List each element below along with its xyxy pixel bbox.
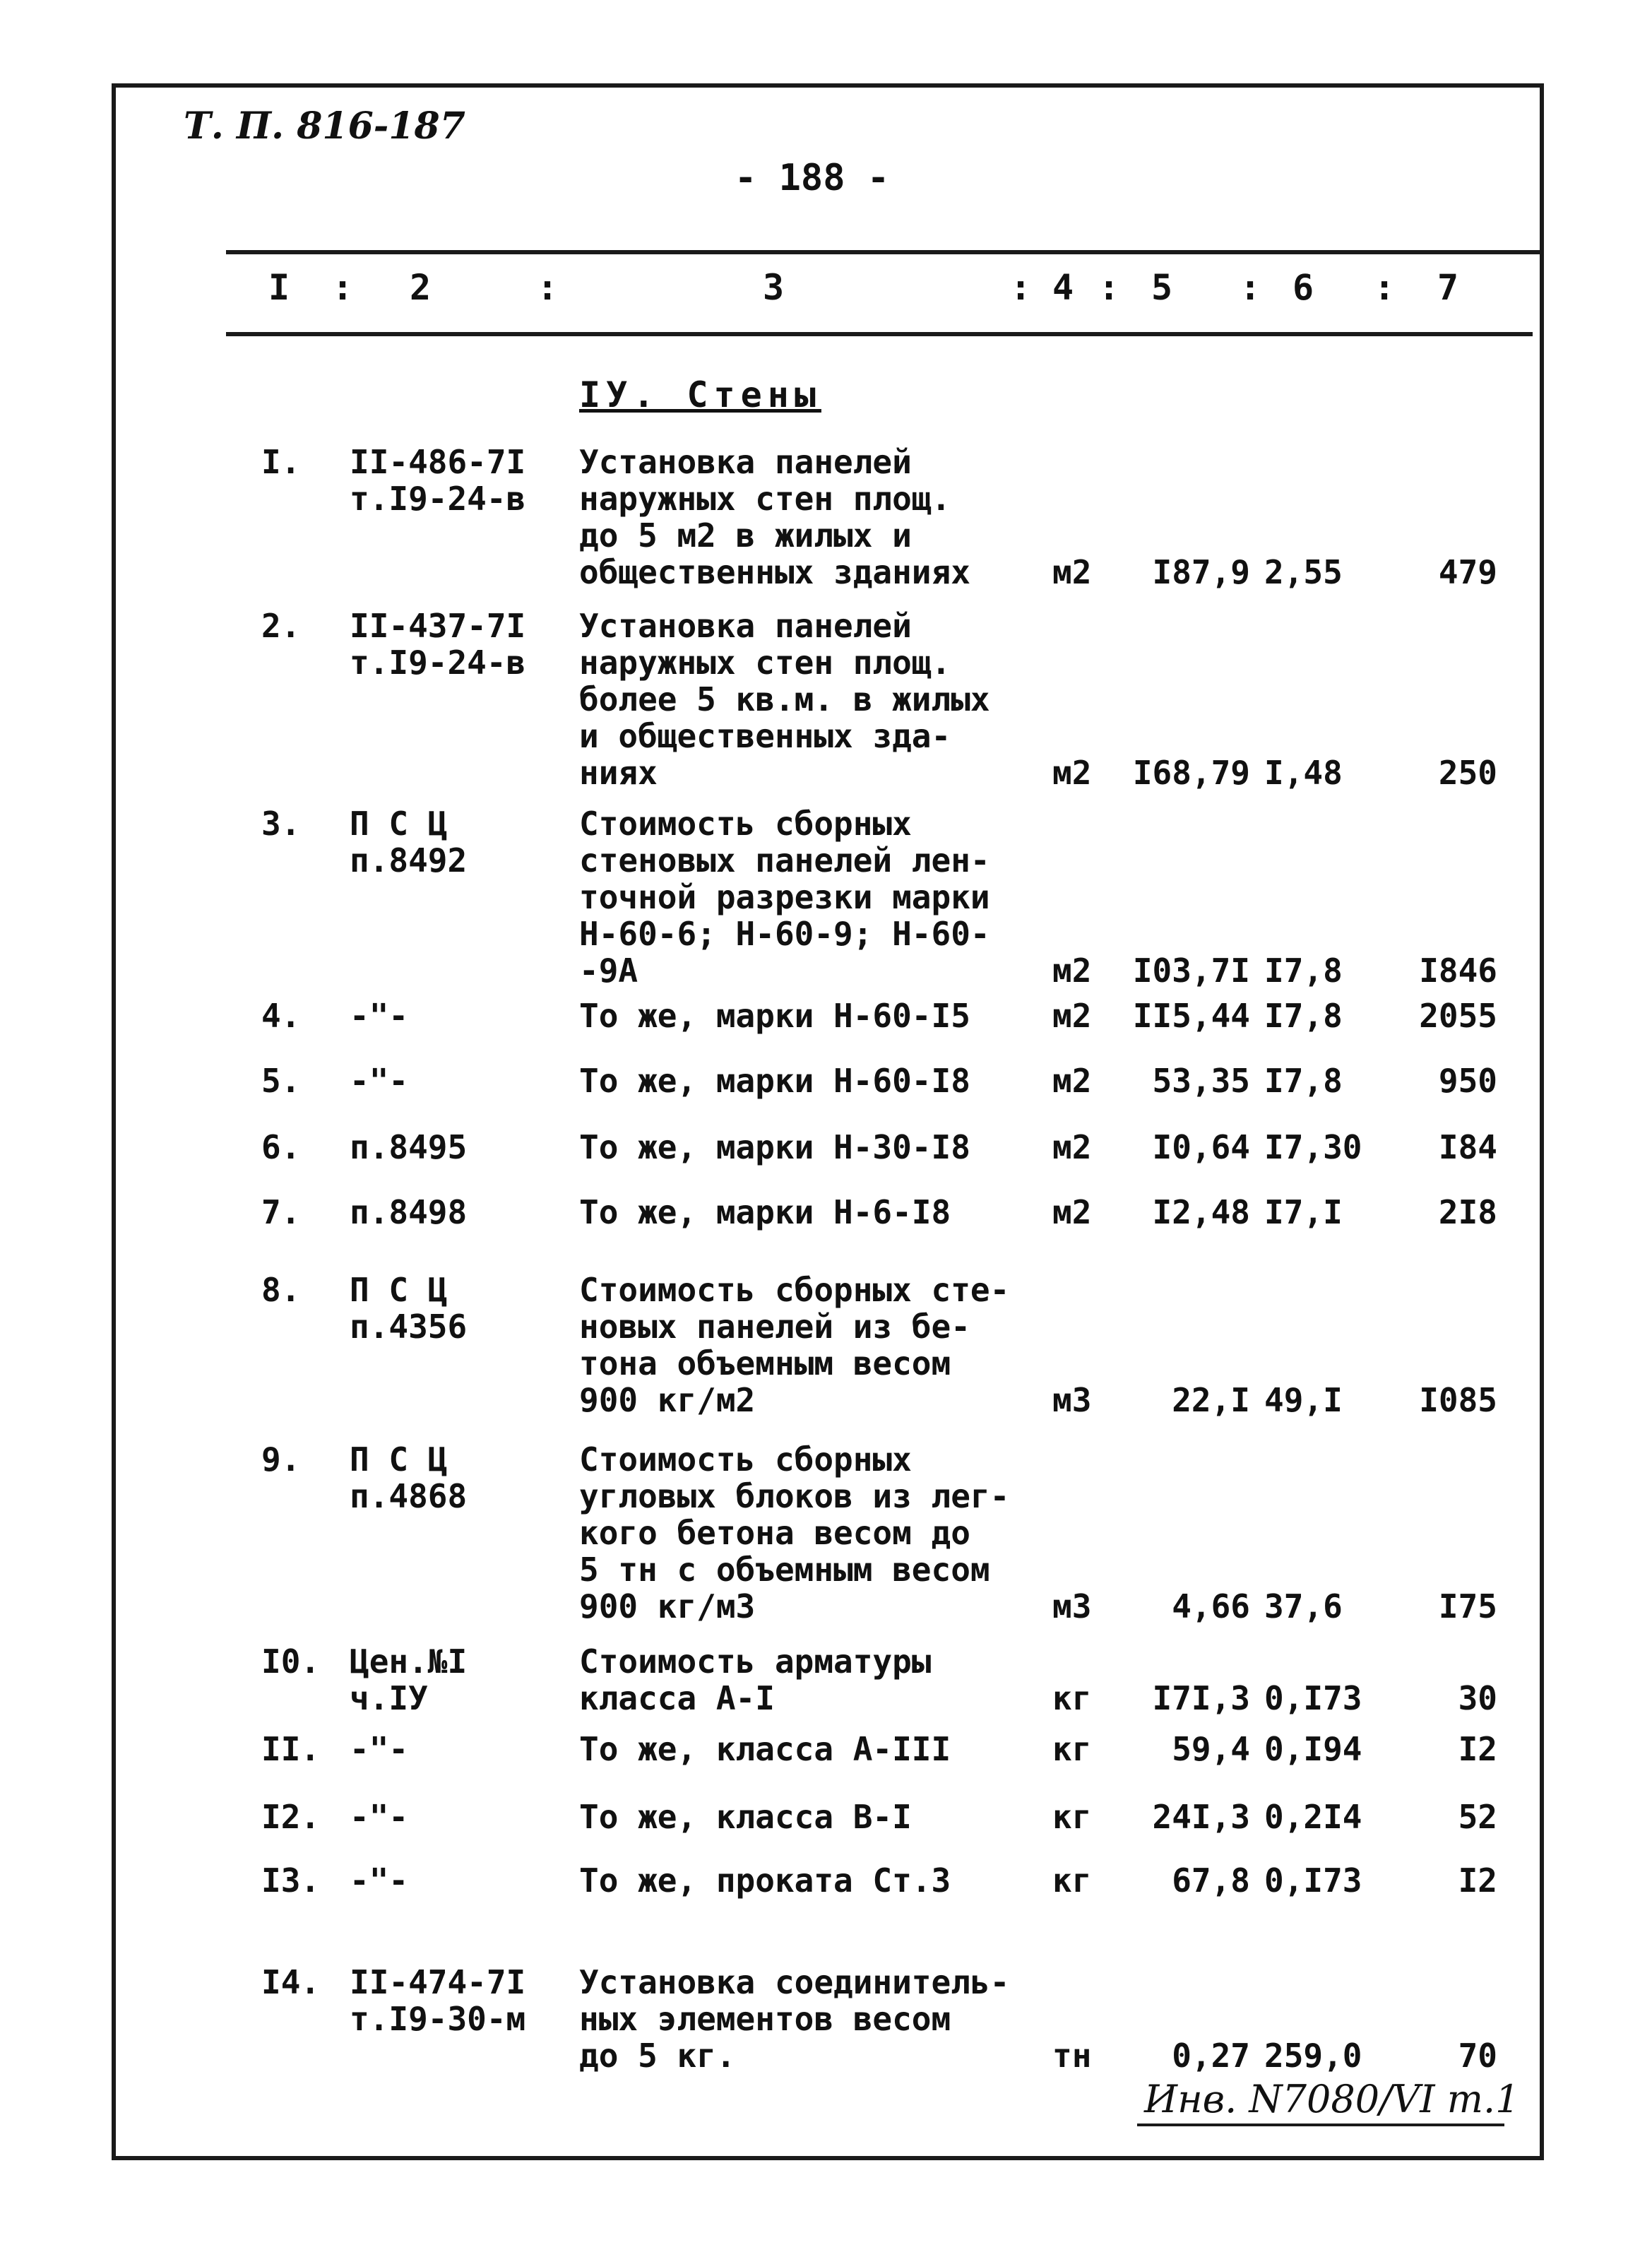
work-description: То же, класса А-III	[579, 1730, 951, 1768]
row-number: II.	[261, 1730, 321, 1768]
unit-of-measure: м3	[1052, 1587, 1092, 1625]
unit-price: 259,0	[1264, 2037, 1362, 2075]
unit-price: I7,30	[1264, 1128, 1362, 1166]
work-description: То же, марки Н-30-I8	[579, 1128, 970, 1166]
total-cost: I085	[1419, 1381, 1497, 1419]
header-bottom-rule	[226, 332, 1533, 336]
norm-reference: п.8498	[350, 1193, 468, 1231]
unit-price: I7,8	[1264, 1062, 1343, 1100]
row-number: I.	[261, 443, 301, 481]
column-separator: :	[1010, 267, 1032, 308]
column-header-5: 5	[1151, 267, 1173, 308]
quantity: 53,35	[1152, 1062, 1250, 1100]
total-cost: I84	[1438, 1128, 1497, 1166]
row-number: 2.	[261, 607, 301, 645]
row-number: 8.	[261, 1271, 301, 1309]
unit-of-measure: м3	[1052, 1381, 1092, 1419]
total-cost: 2055	[1419, 997, 1497, 1035]
column-header-3: 3	[763, 267, 785, 308]
section-title: IУ. Стены	[579, 374, 821, 415]
inventory-number: Инв. N7080/VI т.1	[1144, 2077, 1520, 2121]
row-number: I3.	[261, 1861, 321, 1900]
row-number: I2.	[261, 1798, 321, 1836]
unit-of-measure: м2	[1052, 754, 1092, 792]
page-number: - 188 -	[735, 157, 890, 199]
norm-reference: II-437-7I т.I9-24-в	[350, 607, 526, 682]
work-description: Установка соединитель- ных элементов весом до 5 кг.	[579, 1963, 1010, 2075]
quantity: 67,8	[1172, 1861, 1250, 1900]
document-reference: Т. П. 816-187	[184, 105, 465, 148]
norm-reference: П С Ц п.4356	[350, 1271, 468, 1346]
unit-of-measure: м2	[1052, 553, 1092, 591]
quantity: I7I,3	[1152, 1679, 1250, 1717]
column-header-1: I	[268, 267, 290, 308]
unit-price: 0,I94	[1264, 1730, 1362, 1768]
work-description: То же, класса В-I	[579, 1798, 912, 1836]
quantity: I0,64	[1152, 1128, 1250, 1166]
row-number: 7.	[261, 1193, 301, 1231]
total-cost: 479	[1438, 553, 1497, 591]
column-separator: :	[1374, 267, 1396, 308]
unit-price: 0,2I4	[1264, 1798, 1362, 1836]
total-cost: I846	[1419, 952, 1497, 990]
unit-price: I7,8	[1264, 997, 1343, 1035]
norm-reference: Цен.№I ч.IУ	[350, 1642, 468, 1717]
total-cost: 30	[1458, 1679, 1497, 1717]
total-cost: 250	[1438, 754, 1497, 792]
quantity: 4,66	[1172, 1587, 1250, 1625]
row-number: 9.	[261, 1440, 301, 1479]
header-top-rule	[226, 250, 1544, 254]
work-description: То же, марки Н-6-I8	[579, 1193, 951, 1231]
norm-reference: -"-	[350, 1798, 409, 1836]
column-header-7: 7	[1437, 267, 1459, 308]
total-cost: I75	[1438, 1587, 1497, 1625]
unit-price: 2,55	[1264, 553, 1343, 591]
quantity: I68,79	[1132, 754, 1250, 792]
work-description: То же, марки Н-60-I8	[579, 1062, 970, 1100]
unit-price: 0,I73	[1264, 1861, 1362, 1900]
quantity: I03,7I	[1132, 952, 1250, 990]
quantity: 22,I	[1172, 1381, 1250, 1419]
work-description: То же, марки Н-60-I5	[579, 997, 970, 1035]
page-frame	[112, 83, 1544, 2160]
unit-price: I7,I	[1264, 1193, 1343, 1231]
row-number: 4.	[261, 997, 301, 1035]
column-header-4: 4	[1052, 267, 1074, 308]
row-number: 3.	[261, 805, 301, 843]
quantity: 24I,3	[1152, 1798, 1250, 1836]
work-description: Стоимость сборных угловых блоков из лег- кого бетона весом до 5 тн с объемным весом 900 кг/м3	[579, 1440, 1010, 1625]
unit-of-measure: м2	[1052, 952, 1092, 990]
norm-reference: -"-	[350, 997, 409, 1035]
work-description: Установка панелей наружных стен площ. до 5 м2 в жилых и общественных зданиях	[579, 443, 970, 591]
quantity: 0,27	[1172, 2037, 1250, 2075]
quantity: 59,4	[1172, 1730, 1250, 1768]
unit-of-measure: кг	[1052, 1798, 1092, 1836]
unit-of-measure: м2	[1052, 1128, 1092, 1166]
norm-reference: п.8495	[350, 1128, 468, 1166]
row-number: 5.	[261, 1062, 301, 1100]
unit-of-measure: кг	[1052, 1679, 1092, 1717]
unit-price: 0,I73	[1264, 1679, 1362, 1717]
norm-reference: -"-	[350, 1730, 409, 1768]
norm-reference: П С Ц п.8492	[350, 805, 468, 879]
unit-of-measure: м2	[1052, 1062, 1092, 1100]
norm-reference: -"-	[350, 1062, 409, 1100]
total-cost: 52	[1458, 1798, 1497, 1836]
unit-of-measure: тн	[1052, 2037, 1092, 2075]
inventory-underline	[1137, 2123, 1504, 2126]
column-separator: :	[332, 267, 354, 308]
work-description: Установка панелей наружных стен площ. более 5 кв.м. в жилых и общественных зда- ниях	[579, 607, 990, 792]
unit-of-measure: кг	[1052, 1730, 1092, 1768]
work-description: Стоимость арматуры класса А-I	[579, 1642, 932, 1717]
column-header-2: 2	[410, 267, 432, 308]
norm-reference: II-486-7I т.I9-24-в	[350, 443, 526, 518]
row-number: I4.	[261, 1963, 321, 2001]
work-description: Стоимость сборных сте- новых панелей из бе- тона объемным весом 900 кг/м2	[579, 1271, 1010, 1419]
unit-of-measure: м2	[1052, 997, 1092, 1035]
total-cost: 2I8	[1438, 1193, 1497, 1231]
work-description: Стоимость сборных стеновых панелей лен- точной разрезки марки Н-60-6; Н-60-9; Н-60- -9А	[579, 805, 990, 990]
quantity: II5,44	[1132, 997, 1250, 1035]
total-cost: 70	[1458, 2037, 1497, 2075]
column-separator: :	[1240, 267, 1261, 308]
unit-price: I,48	[1264, 754, 1343, 792]
row-number: I0.	[261, 1642, 321, 1681]
quantity: I87,9	[1152, 553, 1250, 591]
unit-of-measure: м2	[1052, 1193, 1092, 1231]
total-cost: I2	[1458, 1730, 1497, 1768]
norm-reference: П С Ц п.4868	[350, 1440, 468, 1515]
norm-reference: -"-	[350, 1861, 409, 1900]
row-number: 6.	[261, 1128, 301, 1166]
column-separator: :	[537, 267, 559, 308]
column-separator: :	[1098, 267, 1120, 308]
unit-price: I7,8	[1264, 952, 1343, 990]
total-cost: I2	[1458, 1861, 1497, 1900]
quantity: I2,48	[1152, 1193, 1250, 1231]
work-description: То же, проката Ст.3	[579, 1861, 951, 1900]
unit-price: 37,6	[1264, 1587, 1343, 1625]
norm-reference: II-474-7I т.I9-30-м	[350, 1963, 526, 2038]
total-cost: 950	[1438, 1062, 1497, 1100]
unit-price: 49,I	[1264, 1381, 1343, 1419]
column-header-6: 6	[1293, 267, 1314, 308]
unit-of-measure: кг	[1052, 1861, 1092, 1900]
